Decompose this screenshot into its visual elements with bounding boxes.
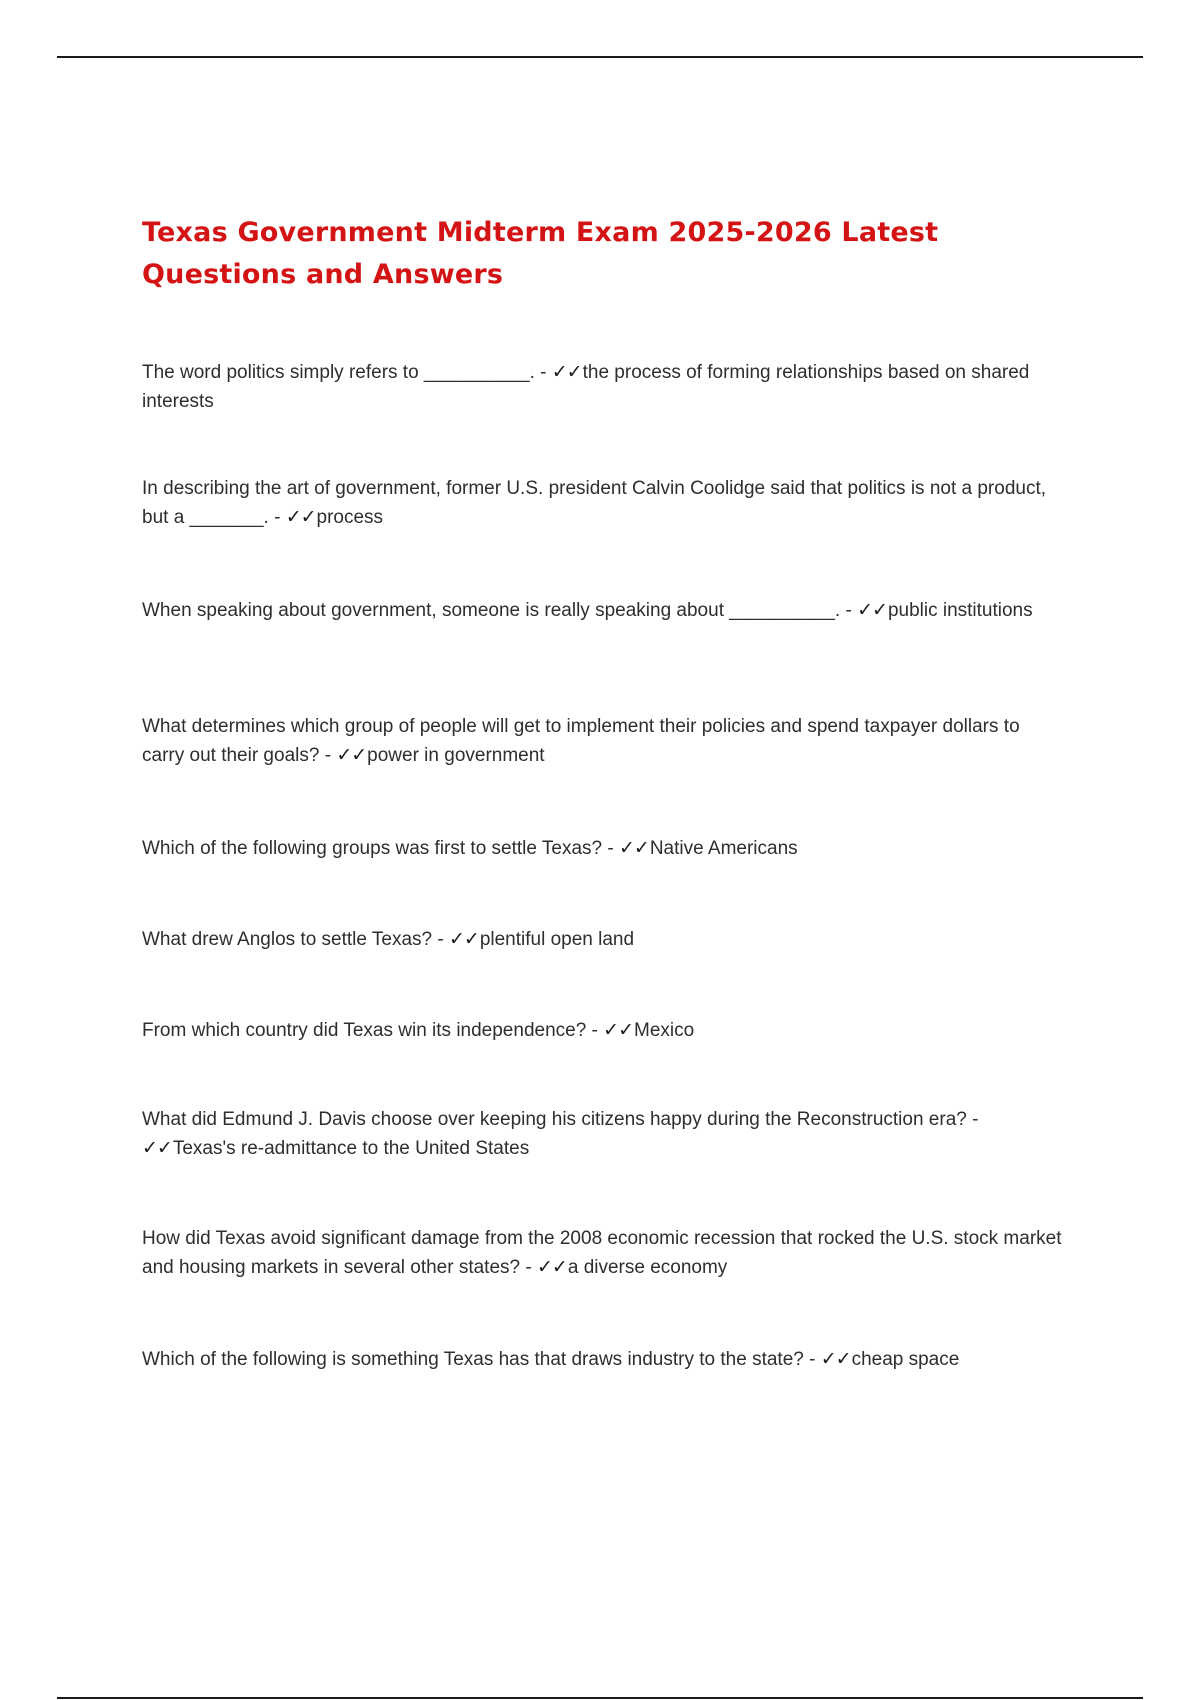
qa-item	[142, 1345, 1062, 1374]
top-rule	[57, 56, 1143, 58]
question-text: What determines which group of people will get to implement their policies and spend taxpayer dollars to carry out their goals?	[142, 716, 1020, 766]
separator: -	[319, 745, 337, 766]
check-icon: ✓✓	[551, 361, 582, 383]
qa-item	[142, 1105, 1062, 1163]
question-text: Which of the following is something Texas has that draws industry to the state?	[142, 1349, 804, 1370]
answer-text: public institutions	[887, 600, 1033, 621]
separator: -	[803, 1349, 821, 1370]
separator: -	[520, 1257, 537, 1278]
document-title: Texas Government Midterm Exam 2025-2026 Latest Questions and Answers	[142, 217, 939, 290]
question-text: When speaking about government, someone is really speaking about __________.	[142, 600, 841, 621]
answer-text: cheap space	[851, 1349, 960, 1370]
check-icon: ✓✓	[537, 1256, 567, 1278]
answer-text: the process of forming relationships based on shared interests	[142, 362, 1030, 412]
question-text: The word politics simply refers to __________.	[142, 362, 535, 383]
check-icon: ✓✓	[857, 599, 887, 621]
separator: -	[432, 929, 449, 950]
qa-item	[142, 834, 1062, 863]
separator: -	[586, 1020, 604, 1041]
check-icon: ✓✓	[142, 1137, 172, 1159]
separator: -	[534, 362, 552, 383]
answer-text: Mexico	[634, 1020, 695, 1041]
answer-text: Texas's re-admittance to the United States	[172, 1138, 530, 1159]
bottom-rule	[57, 1697, 1143, 1699]
qa-item	[142, 474, 1062, 532]
separator: -	[966, 1109, 979, 1130]
question-text: How did Texas avoid significant damage from the 2008 economic recession that rocked the U.S. stock market and housing markets in several other states?	[142, 1228, 1062, 1278]
question-text: What did Edmund J. Davis choose over keeping his citizens happy during the Reconstruction era?	[142, 1109, 967, 1130]
answer-text: Native Americans	[649, 838, 798, 859]
check-icon: ✓✓	[618, 837, 649, 859]
qa-item	[142, 1224, 1062, 1282]
question-text: From which country did Texas win its independence?	[142, 1020, 587, 1041]
question-text: What drew Anglos to settle Texas?	[142, 929, 433, 950]
check-icon: ✓✓	[603, 1019, 634, 1041]
qa-item	[142, 925, 1062, 954]
qa-item	[142, 596, 1062, 625]
qa-item	[142, 1016, 1062, 1045]
answer-text: power in government	[367, 745, 545, 766]
separator: -	[268, 507, 286, 528]
check-icon: ✓✓	[448, 928, 479, 950]
question-text: Which of the following groups was first to settle Texas?	[142, 838, 603, 859]
qa-item	[142, 358, 1062, 416]
answer-text: a diverse economy	[567, 1257, 728, 1278]
answer-text: plentiful open land	[479, 929, 635, 950]
question-text: In describing the art of government, former U.S. president Calvin Coolidge said that politics is not a product, but a _______.	[142, 478, 1047, 528]
separator: -	[602, 838, 619, 859]
check-icon: ✓✓	[336, 744, 367, 766]
check-icon: ✓✓	[820, 1348, 851, 1370]
qa-item	[142, 712, 1062, 770]
check-icon: ✓✓	[285, 506, 316, 528]
separator: -	[840, 600, 858, 621]
answer-text: process	[316, 507, 384, 528]
